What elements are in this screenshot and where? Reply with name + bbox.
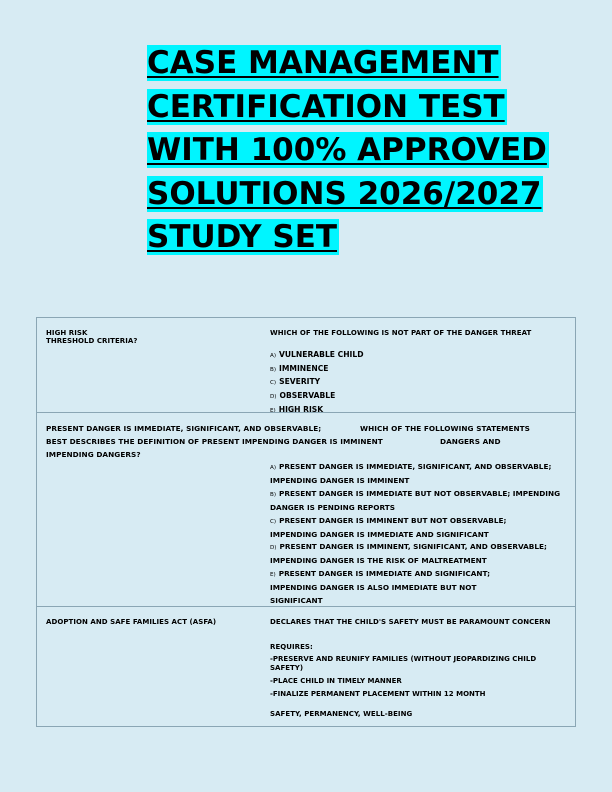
summary-text: SAFETY, PERMANENCY, WELL-BEING	[270, 710, 413, 718]
answer-line: D) PRESENT DANGER IS IMMINENT, SIGNIFICANT, AND OBSERVABLE;	[270, 542, 547, 552]
answer-line: IMPENDING DANGER IS THE RISK OF MALTREATMENT	[270, 556, 487, 566]
qa-row-asfa	[37, 606, 575, 726]
requirement-line: -PLACE CHILD IN TIMELY MANNER	[270, 677, 402, 685]
term-cell	[46, 329, 137, 345]
option-item: C) SEVERITY	[270, 377, 321, 387]
question-text: BEST DESCRIBES THE DEFINITION OF PRESENT IMPENDING DANGER IS IMMINENT	[46, 437, 383, 446]
question-text: IMPENDING DANGERS?	[46, 450, 141, 459]
answer-line: IMPENDING DANGER IS ALSO IMMEDIATE BUT NOT	[270, 583, 477, 593]
term-text: HIGH RISK	[46, 329, 88, 337]
document-title	[147, 42, 567, 260]
answer-line: IMPENDING DANGER IS IMMEDIATE AND SIGNIFICANT	[270, 529, 489, 539]
title-line: CASE MANAGEMENT	[147, 45, 499, 81]
option-item: E) HIGH RISK	[270, 404, 324, 414]
answer-line: C) PRESENT DANGER IS IMMINENT BUT NOT OBSERVABLE;	[270, 515, 507, 525]
option-item: A) VULNERABLE CHILD	[270, 350, 364, 359]
requires-label: REQUIRES:	[270, 643, 313, 651]
answer-list	[270, 461, 560, 608]
option-list	[270, 349, 364, 417]
answer-line: A) PRESENT DANGER IS IMMEDIATE, SIGNIFICANT, AND OBSERVABLE;	[270, 462, 552, 471]
title-line: WITH 100% APPROVED	[147, 132, 547, 168]
option-item: D) OBSERVABLE	[270, 391, 336, 401]
requirement-line: -PRESERVE AND REUNIFY FAMILIES (WITHOUT JEOPARDIZING CHILD	[270, 655, 537, 663]
qa-row-present-danger	[37, 412, 575, 606]
requirement-line: -FINALIZE PERMANENT PLACEMENT WITHIN 12 MONTH	[270, 690, 486, 698]
answer-line: E) PRESENT DANGER IS IMMEDIATE AND SIGNIFICANT;	[270, 569, 491, 579]
question-text: WHICH OF THE FOLLOWING IS NOT PART OF THE DANGER THREAT	[270, 329, 532, 337]
answer-line: DANGER IS PENDING REPORTS	[270, 502, 395, 512]
requirement-line: SAFETY)	[270, 664, 304, 672]
question-text: WHICH OF THE FOLLOWING STATEMENTS	[360, 424, 530, 433]
title-line: STUDY SET	[147, 219, 338, 255]
title-line: SOLUTIONS 2026/2027	[147, 175, 542, 212]
term-text: PRESENT DANGER IS IMMEDIATE, SIGNIFICANT, AND OBSERVABLE;	[46, 424, 322, 433]
answer-line: IMPENDING DANGER IS IMMINENT	[270, 475, 410, 485]
option-item: B) IMMINENCE	[270, 363, 329, 373]
answer-line: B) PRESENT DANGER IS IMMEDIATE BUT NOT OBSERVABLE; IMPENDING	[270, 488, 561, 498]
requirement-list	[270, 655, 536, 699]
term-text: THRESHOLD CRITERIA?	[46, 337, 138, 345]
definition-text: DECLARES THAT THE CHILD'S SAFETY MUST BE PARAMOUNT CONCERN	[270, 618, 551, 626]
question-text: DANGERS AND	[440, 437, 501, 446]
answer-line: SIGNIFICANT	[270, 596, 323, 606]
term-text: ADOPTION AND SAFE FAMILIES ACT (ASFA)	[46, 618, 217, 626]
qa-row-high-risk	[37, 318, 575, 412]
title-line: CERTIFICATION TEST	[147, 88, 505, 125]
qa-table	[36, 317, 576, 727]
